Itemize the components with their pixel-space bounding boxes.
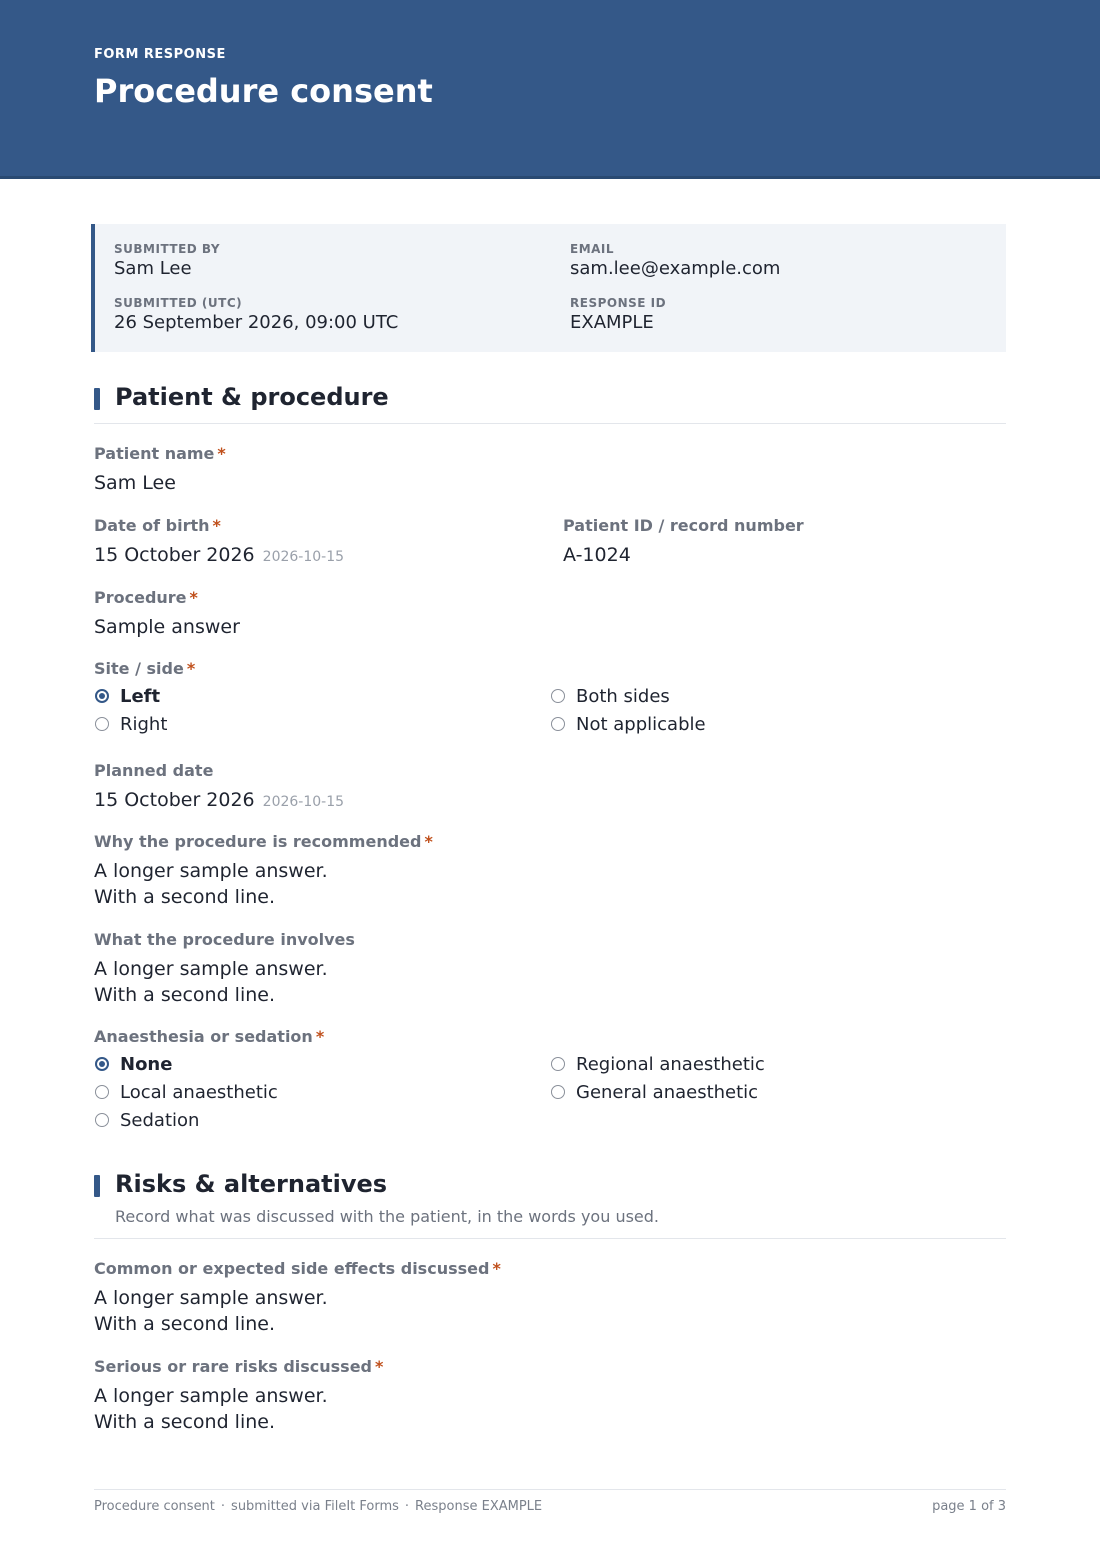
answer-line: A longer sample answer. — [94, 958, 328, 980]
option-label: Regional anaesthetic — [576, 1053, 765, 1075]
radio-unselected-icon — [551, 717, 565, 731]
field-value — [94, 858, 433, 910]
submitted-utc — [114, 296, 398, 335]
response-id — [570, 296, 666, 335]
field-anaesthesia — [94, 1027, 324, 1047]
radio-unselected-icon — [551, 1057, 565, 1071]
page-number: page 1 of 3 — [932, 1499, 1006, 1514]
footer-separator: · — [404, 1499, 410, 1514]
field-site-side — [94, 659, 195, 679]
field-why-recommended — [94, 832, 433, 910]
answer-line: With a second line. — [94, 984, 275, 1006]
field-value — [94, 1383, 383, 1435]
radio-selected-icon — [95, 1057, 109, 1071]
option-label: Not applicable — [576, 713, 706, 735]
required-marker: * — [424, 832, 433, 851]
answer-line: With a second line. — [94, 1411, 275, 1433]
section-description: Record what was discussed with the patient, in the words you used. — [115, 1207, 659, 1226]
section-accent-bar — [94, 388, 100, 410]
radio-option-right[interactable] — [95, 710, 167, 738]
footer-response: Response EXAMPLE — [415, 1499, 543, 1514]
field-common-side-effects — [94, 1259, 501, 1337]
field-patient-id — [563, 516, 804, 568]
option-label: Both sides — [576, 685, 670, 707]
radio-unselected-icon — [95, 1113, 109, 1127]
section-title: Patient & procedure — [115, 383, 389, 411]
radio-option-local-anaesthetic[interactable] — [95, 1078, 278, 1106]
section-heading-risks-alternatives — [94, 1171, 1006, 1239]
radio-unselected-icon — [551, 689, 565, 703]
required-marker: * — [189, 588, 198, 607]
field-label: Why the procedure is recommended * — [94, 832, 433, 851]
answer-line: A longer sample answer. — [94, 1385, 328, 1407]
footer-info — [94, 1499, 542, 1514]
field-what-involves — [94, 930, 355, 1008]
required-marker: * — [212, 516, 221, 535]
section-title: Risks & alternatives — [115, 1170, 388, 1198]
radio-option-sedation[interactable] — [95, 1106, 199, 1134]
field-label: Serious or rare risks discussed * — [94, 1357, 384, 1376]
required-marker: * — [492, 1259, 501, 1278]
field-label: Site / side * — [94, 659, 196, 678]
submitted-by — [114, 242, 220, 281]
footer-via: submitted via FileIt Forms — [231, 1499, 399, 1514]
field-planned-date — [94, 761, 344, 815]
iso-date: 2026-10-15 — [262, 549, 345, 565]
page-title: Procedure consent — [94, 72, 433, 110]
header-kicker: FORM RESPONSE — [94, 47, 226, 62]
field-value: 15 October 2026 2026-10-15 — [94, 789, 345, 811]
option-label: Right — [120, 713, 168, 735]
section-heading-patient-procedure — [94, 384, 1006, 424]
response-id-value: EXAMPLE — [570, 312, 654, 333]
required-marker: * — [315, 1027, 325, 1046]
radio-option-both-sides[interactable] — [551, 682, 670, 710]
option-label: Local anaesthetic — [120, 1081, 278, 1103]
field-label: What the procedure involves — [94, 930, 355, 949]
radio-option-not-applicable[interactable] — [551, 710, 706, 738]
submitted-by-value: Sam Lee — [114, 258, 192, 279]
section-accent-bar — [94, 1175, 100, 1197]
option-label: None — [120, 1053, 173, 1075]
email — [570, 242, 780, 281]
field-procedure — [94, 588, 240, 640]
radio-unselected-icon — [551, 1085, 565, 1099]
answer-line: With a second line. — [94, 1313, 275, 1335]
radio-option-general-anaesthetic[interactable] — [551, 1078, 758, 1106]
field-label: Patient name * — [94, 444, 226, 463]
field-label: Date of birth * — [94, 516, 221, 535]
field-serious-risks — [94, 1357, 383, 1435]
submitted-utc-value: 26 September 2026, 09:00 UTC — [114, 312, 399, 333]
field-value: 15 October 2026 2026-10-15 — [94, 544, 345, 566]
email-value: sam.lee@example.com — [570, 258, 781, 279]
submission-meta — [91, 224, 1006, 352]
field-label: Planned date — [94, 761, 214, 780]
required-marker: * — [217, 444, 226, 463]
radio-option-regional-anaesthetic[interactable] — [551, 1050, 765, 1078]
radio-selected-icon — [95, 689, 109, 703]
field-date-of-birth — [94, 516, 344, 570]
iso-date: 2026-10-15 — [262, 794, 345, 810]
field-value: Sample answer — [94, 616, 240, 638]
field-label: Patient ID / record number — [563, 516, 804, 535]
option-label: Left — [120, 685, 161, 707]
radio-unselected-icon — [95, 1085, 109, 1099]
answer-line: A longer sample answer. — [94, 1287, 328, 1309]
footer-separator: · — [220, 1499, 226, 1514]
page-footer — [94, 1489, 1006, 1514]
footer-form-name: Procedure consent — [94, 1499, 215, 1514]
radio-option-left[interactable] — [95, 682, 160, 710]
field-value: A-1024 — [563, 544, 631, 566]
response-id-label: RESPONSE ID — [570, 296, 667, 310]
field-label: Anaesthesia or sedation * — [94, 1027, 325, 1046]
radio-option-none[interactable] — [95, 1050, 172, 1078]
option-label: General anaesthetic — [576, 1081, 759, 1103]
required-marker: * — [186, 659, 196, 678]
email-label: EMAIL — [570, 242, 615, 256]
field-label: Procedure * — [94, 588, 198, 607]
submitted-utc-label: SUBMITTED (UTC) — [114, 296, 243, 310]
field-value: Sam Lee — [94, 472, 176, 494]
answer-line: A longer sample answer. — [94, 860, 328, 882]
radio-unselected-icon — [95, 717, 109, 731]
field-label: Common or expected side effects discussed * — [94, 1259, 501, 1278]
required-marker: * — [375, 1357, 384, 1376]
answer-line: With a second line. — [94, 886, 275, 908]
page-header — [0, 0, 1100, 179]
field-value — [94, 956, 355, 1008]
field-patient-name — [94, 444, 226, 496]
submitted-by-label: SUBMITTED BY — [114, 242, 221, 256]
option-label: Sedation — [120, 1109, 200, 1131]
field-value — [94, 1285, 501, 1337]
